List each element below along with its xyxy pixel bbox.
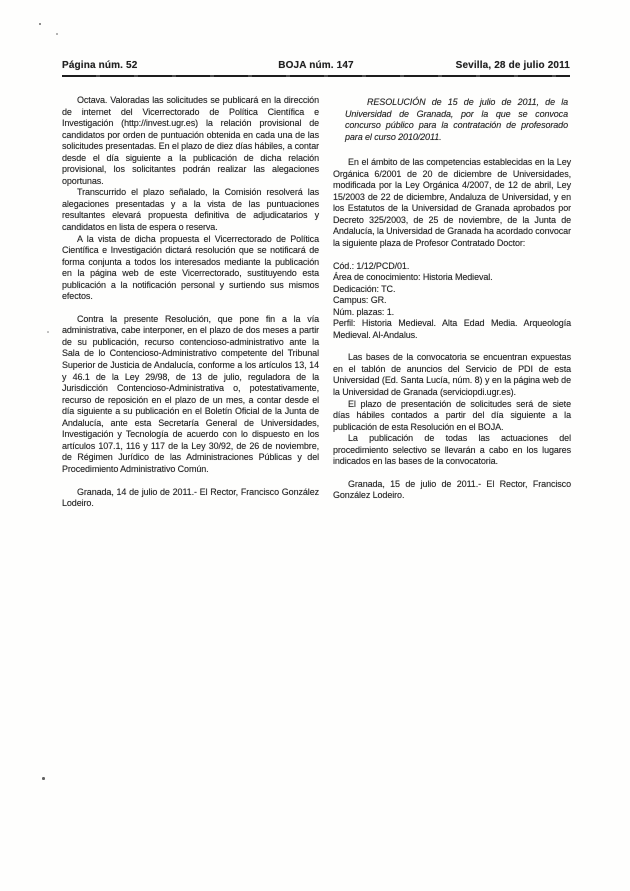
paragraph-bases: Las bases de la convocatoria se encuentran expuestas en el tablón de anuncios del Servicio de PDI de esta Universidad (Ed. Santa Lucía, núm. 8) y en la página web de la Universidad de Granada (serviciopdi.ugr.es).: [333, 352, 571, 398]
signature-left: Granada, 14 de julio de 2011.- El Rector, Francisco González Lodeiro.: [62, 486, 319, 509]
scan-speck: [47, 331, 49, 333]
detail-dedicacion: Dedicación: TC.: [333, 283, 396, 294]
paragraph-intro: En el ámbito de las competencias establecidas en la Ley Orgánica 6/2001 de 20 de diciembre de Universidades, modificada por la Ley Orgánica 4/2007, de 12 de abril, Ley 15/2003 de 22 de diciembre, Andaluza de Universidad, y en los Estatutos de la Universidad de Granada aprobados por Decreto 325/2003, de 25 de noviembre, de la Junta de Andalucía, la Universidad de Granada ha acordado convocar la siguiente plaza de Profesor Contratado Doctor:: [333, 157, 571, 249]
scan-speck: [39, 23, 41, 25]
detail-area: Área de conocimiento: Historia Medieval.: [333, 272, 493, 283]
paragraph-plazo: El plazo de presentación de solicitudes será de siete días hábiles contados a partir del día siguiente a la publicación de esta Resolución en el BOJA.: [333, 398, 571, 432]
plaza-details: [333, 261, 571, 342]
bulletin-number-label: BOJA núm. 147: [278, 60, 354, 71]
paragraph-contra-resolucion: Contra la presente Resolución, que pone fin a la vía administrativa, cabe interponer, en el plazo de dos meses a partir de su publicación, recurso contencioso-administrativo ante la Sala de lo Contencioso-Administrativo competente del Tribunal Superior de Justicia de Andalucía, conforme a los artículos 13, 14 y 46.1 de la Ley 29/98, de 13 de julio, reguladora de la Jurisdicción Contencioso-Administrativa o, potestativamente, recurso de reposición en el plazo de un mes, a contar desde el día siguiente a su publicación en el Boletín Oficial de la Junta de Andalucía, ante esta Secretaría General de Universidades, Investigación y Tecnología de acuerdo con lo dispuesto en los artículos 107.1, 116 y 117 de la Ley 30/92, de 26 de noviembre, de Régimen Jurídico de las Administraciones Públicas y del Procedimiento Administrativo Común.: [62, 313, 319, 474]
detail-perfil: Perfil: Historia Medieval. Alta Edad Media. Arqueología Medieval. Al-Andalus.: [333, 318, 571, 340]
paragraph-octava: Octava. Valoradas las solicitudes se publicará en la dirección de internet del Vicerrectorado de Política Científica e Investigación (http://invest.ugr.es) la relación provisional de candidatos por orden de puntuación obtenida en cada una de las solicitudes presentadas. En el plazo de diez días hábiles, a contar desde el día siguiente a la publicación de dicha relación provisional, los solicitantes podrán realizar las alegaciones oportunas.: [62, 95, 319, 186]
page-number-label: Página núm. 52: [62, 60, 138, 71]
scan-speck: [42, 777, 45, 780]
signature-right: Granada, 15 de julio de 2011.- El Rector, Francisco González Lodeiro.: [333, 478, 571, 501]
scan-speck: [56, 33, 58, 35]
page-header: [62, 60, 570, 74]
resolution-heading: RESOLUCIÓN de 15 de julio de 2011, de la Universidad de Granada, por la que se convoca concurso público para la contratación de profesorado para el curso 2010/2011.: [345, 97, 568, 142]
left-column: [62, 95, 319, 510]
paragraph-a-la-vista: A la vista de dicha propuesta el Vicerrectorado de Política Científica e Investigación dictará resolución que se notificará de forma conjunta a todos los interesados mediante la publicación en la página web de este Vicerrectorado, sustituyendo esta publicación a la notificación personal y surtiendo sus mismos efectos.: [62, 233, 319, 302]
detail-codigo: Cód.: 1/12/PCD/01.: [333, 260, 410, 271]
issue-date-label: Sevilla, 28 de julio 2011: [455, 60, 570, 71]
paragraph-transcurrido: Transcurrido el plazo señalado, la Comisión resolverá las alegaciones presentadas y a la vista de las puntuaciones resultantes elevará propuesta definitiva de adjudicatarios y candidatos en lista de espera o reserva.: [62, 187, 319, 233]
right-column: [333, 97, 571, 502]
detail-campus: Campus: GR.: [333, 295, 387, 306]
detail-num-plazas: Núm. plazas: 1.: [333, 306, 395, 317]
header-rule: [62, 75, 570, 77]
paragraph-publicacion: La publicación de todas las actuaciones del procedimiento selectivo se llevarán a cabo en los lugares indicados en las bases de la convocatoria.: [333, 433, 571, 467]
